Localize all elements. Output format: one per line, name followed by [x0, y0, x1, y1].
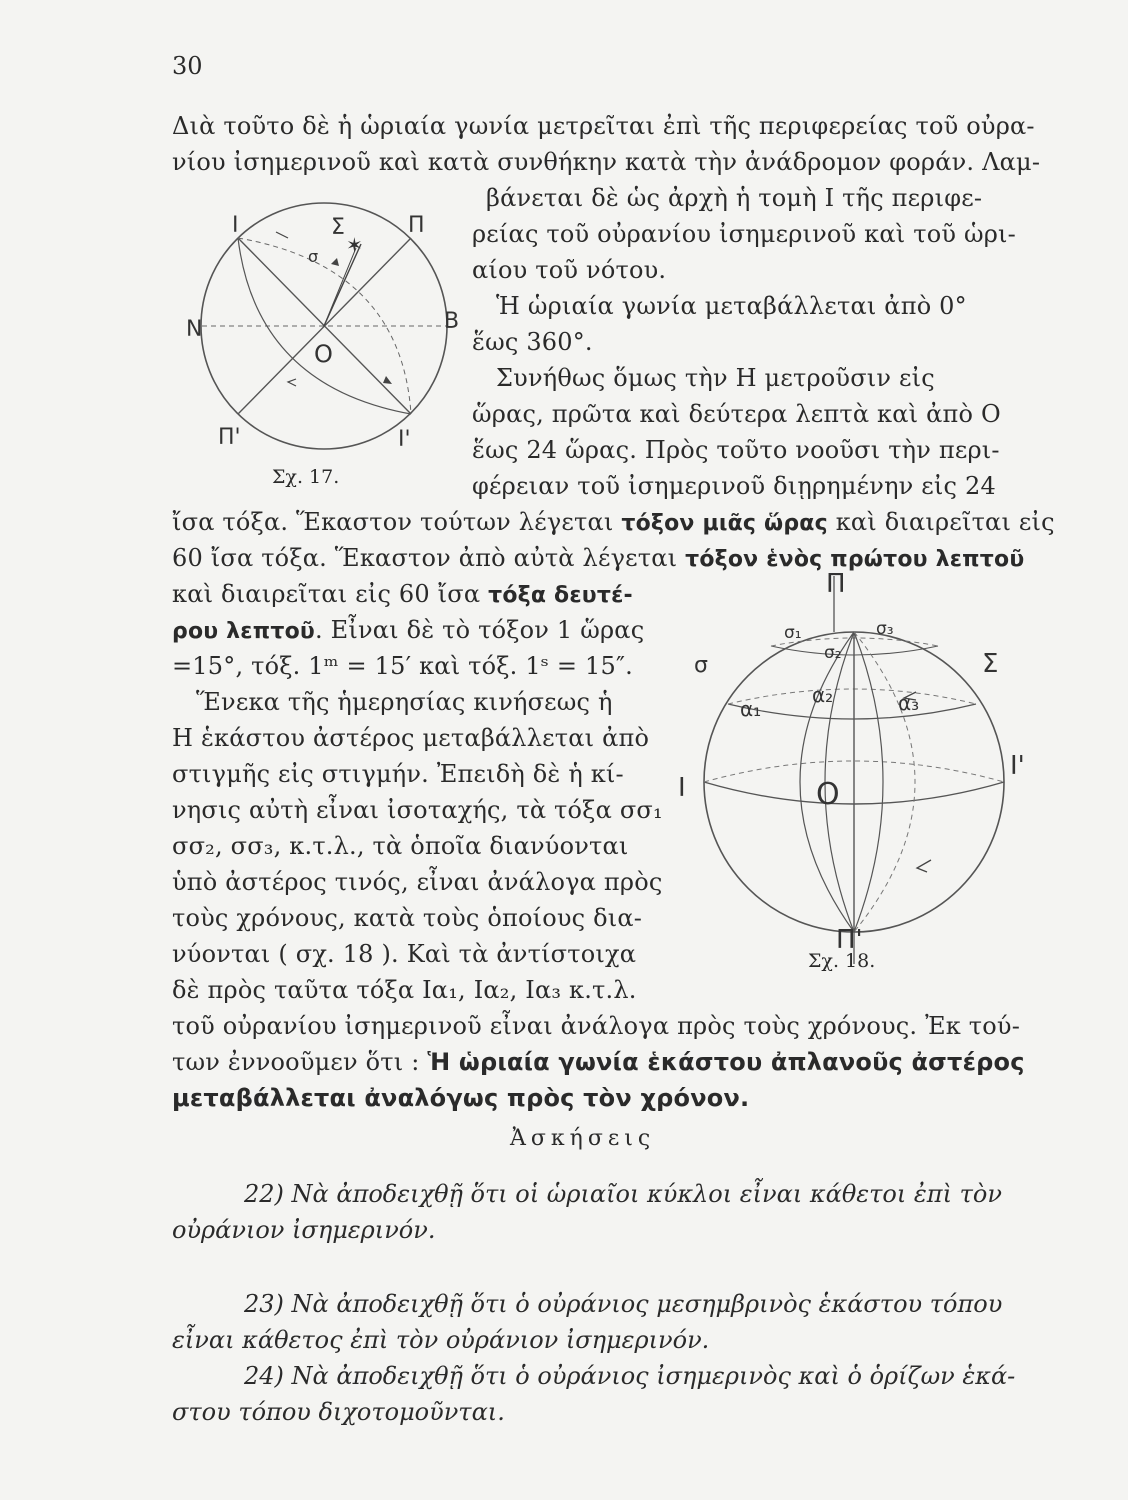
fig18-label: Ι'	[1010, 751, 1025, 781]
text-line: Η ἑκάστου ἀστέρος μεταβάλλεται ἀπὸ	[172, 724, 650, 752]
text-line: αίου τοῦ νότου.	[472, 256, 667, 284]
fig18-label: Π'	[836, 925, 863, 955]
fig18-label: Σ	[982, 649, 999, 679]
figure-17-caption: Σχ. 17.	[272, 466, 340, 488]
fig17-label: Π	[408, 213, 425, 238]
fig18-label: α₃	[898, 691, 920, 715]
text-line: σσ₂, σσ₃, κ.τ.λ., τὰ ὁποῖα διανύονται	[172, 832, 629, 860]
text-line: φέρειαν τοῦ ἰσημερινοῦ διῃρημένην εἰς 24	[472, 472, 996, 500]
text-line: 60 ἴσα τόξα. Ἕκαστον ἀπὸ αὐτὰ λέγεται τόξον ἑνὸς πρώτου λεπτοῦ	[172, 544, 1025, 572]
text-line: ρείας τοῦ οὐρανίου ἰσημερινοῦ καὶ τοῦ ὡρι-	[472, 220, 1016, 248]
exercise-line: οὐράνιον ἰσημερινόν.	[172, 1216, 436, 1244]
fig18-label: Π	[826, 569, 846, 599]
text-line: τοῦ οὐρανίου ἰσημερινοῦ εἶναι ἀνάλογα πρὸς τοὺς χρόνους. Ἐκ τού-	[172, 1012, 1021, 1040]
exercise-line: 24) Νὰ ἀποδειχθῇ ὅτι ὁ οὐράνιος ἰσημερινὸς καὶ ὁ ὁρίζων ἑκά-	[244, 1362, 1016, 1390]
fig18-label: Ι	[678, 773, 686, 803]
text-line: ἕως 360°.	[472, 328, 593, 356]
text-line: =15°, τόξ. 1ᵐ = 15′ καὶ τόξ. 1ˢ = 15″.	[172, 652, 633, 680]
exercise-line: εἶναι κάθετος ἐπὶ τὸν οὐράνιον ἰσημερινόν.	[172, 1326, 710, 1354]
figure-17	[186, 196, 466, 466]
page-number: 30	[172, 52, 203, 80]
fig17-label: σ	[308, 247, 319, 266]
fig17-label: Ι'	[398, 427, 411, 452]
star-icon: ✶	[346, 233, 363, 257]
fig17-label: Ι	[232, 213, 239, 238]
text-line: ὥρας, πρῶτα καὶ δεύτερα λεπτὰ καὶ ἀπὸ Ο	[472, 400, 1001, 428]
fig18-label: σ₁	[784, 623, 802, 643]
exercises-heading: Ἀσκήσεις	[510, 1126, 656, 1151]
text-line: νησις αὐτὴ εἶναι ἰσοταχής, τὰ τόξα σσ₁	[172, 796, 663, 824]
text-line: καὶ διαιρεῖται εἰς 60 ἴσα τόξα δευτέ-	[172, 580, 633, 608]
fig18-label: α₁	[740, 697, 762, 721]
text-line: των ἐννοοῦμεν ὅτι : Ἡ ὡριαία γωνία ἑκάστου ἀπλανοῦς ἀστέρος	[172, 1048, 1025, 1076]
fig18-label: σ	[694, 653, 708, 678]
figure-18-caption: Σχ. 18.	[808, 950, 876, 972]
exercise-line: στου τόπου διχοτομοῦνται.	[172, 1398, 505, 1426]
fig17-label: Ο	[314, 340, 333, 368]
exercise-line: 22) Νὰ ἀποδειχθῇ ὅτι οἱ ὡριαῖοι κύκλοι εἶναι κάθετοι ἐπὶ τὸν	[244, 1180, 1002, 1208]
text-line: τοὺς χρόνους, κατὰ τοὺς ὁποίους δια-	[172, 904, 643, 932]
text-line: ρου λεπτοῦ. Εἶναι δὲ τὸ τόξον 1 ὥρας	[172, 616, 645, 644]
exercise-line: 23) Νὰ ἀποδειχθῇ ὅτι ὁ οὐράνιος μεσημβρινὸς ἑκάστου τόπου	[244, 1290, 1003, 1318]
text-line: μεταβάλλεται ἀναλόγως πρὸς τὸν χρόνον.	[172, 1084, 750, 1112]
fig18-label: Ο	[816, 777, 840, 812]
text-line: Διὰ τοῦτο δὲ ἡ ὡριαία γωνία μετρεῖται ἐπὶ τῆς περιφερείας τοῦ οὐρα-	[172, 112, 1035, 140]
fig17-label: Ν	[186, 317, 203, 342]
text-line: ἴσα τόξα. Ἕκαστον τούτων λέγεται τόξον μιᾶς ὥρας καὶ διαιρεῖται εἰς	[172, 508, 1055, 536]
fig17-label: Σ	[331, 215, 345, 240]
figure-18	[676, 564, 1056, 984]
fig17-label: Β	[444, 309, 460, 334]
text-line: νύονται ( σχ. 18 ). Καὶ τὰ ἀντίστοιχα	[172, 940, 637, 968]
text-line: στιγμῆς εἰς στιγμήν. Ἐπειδὴ δὲ ἡ κί-	[172, 760, 624, 788]
fig18-label: σ₂	[824, 643, 842, 663]
text-line: Συνήθως ὅμως τὴν Η μετροῦσιν εἰς	[496, 364, 935, 392]
fig17-label: Π'	[218, 425, 241, 450]
text-line: Ἕνεκα τῆς ἡμερησίας κινήσεως ἡ	[196, 688, 613, 716]
text-line: δὲ πρὸς ταῦτα τόξα Ια₁, Ια₂, Ια₃ κ.τ.λ.	[172, 976, 637, 1004]
fig18-label: σ₃	[876, 619, 894, 639]
text-line: ἕως 24 ὥρας. Πρὸς τοῦτο νοοῦσι τὴν περι-	[472, 436, 1000, 464]
text-line: Ἡ ὡριαία γωνία μεταβάλλεται ἀπὸ 0°	[496, 292, 967, 320]
fig18-label: α₂	[812, 683, 834, 707]
text-line: νίου ἰσημερινοῦ καὶ κατὰ συνθήκην κατὰ τὴν ἀνάδρομον φοράν. Λαμ-	[172, 148, 1041, 176]
text-line: βάνεται δὲ ὡς ἀρχὴ ἡ τομὴ Ι τῆς περιφε-	[486, 184, 983, 212]
text-line: ὑπὸ ἀστέρος τινός, εἶναι ἀνάλογα πρὸς	[172, 868, 663, 896]
